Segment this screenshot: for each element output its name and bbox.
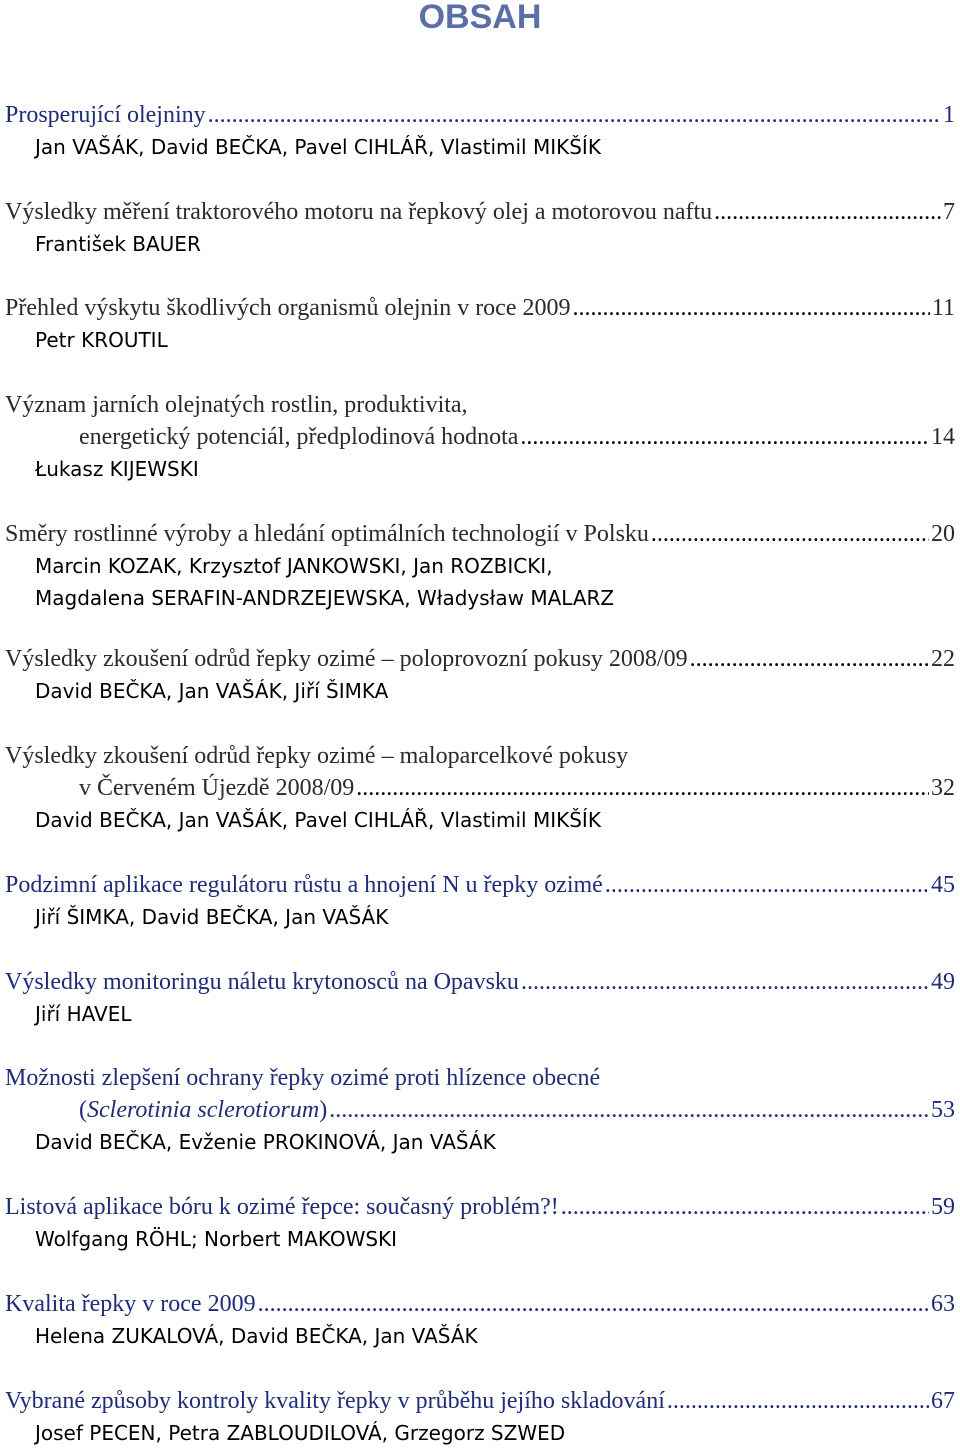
dot-leader [690, 643, 929, 675]
toc-entry-10[interactable] [5, 1062, 955, 1158]
toc-entry-title-line [5, 518, 955, 550]
toc-entry-title-line [5, 421, 955, 453]
toc-page-number: 53 [931, 1097, 955, 1123]
toc-entry-title-line [5, 966, 955, 998]
toc-entry-2[interactable] [5, 196, 955, 260]
toc-authors: Wolfgang RÖHL; Norbert MAKOWSKI [35, 1227, 398, 1251]
toc-entry-title-continued [79, 1094, 327, 1126]
toc-entry-title-line [5, 1288, 955, 1320]
toc-entry-title: Výsledky měření traktorového motoru na řepkový olej a motorovou naftu [5, 199, 713, 225]
toc-entry-12[interactable] [5, 1288, 955, 1352]
dot-leader [573, 292, 930, 324]
toc-entry-11[interactable] [5, 1191, 955, 1255]
toc-page-number: 11 [931, 295, 955, 321]
toc-page-number: 59 [931, 1194, 955, 1220]
toc-entry-title-line [5, 869, 955, 901]
toc-authors: Magdalena SERAFIN-ANDRZEJEWSKA, Władysław MALARZ [35, 586, 615, 610]
toc-entry-7[interactable] [5, 740, 955, 836]
toc-page-number: 45 [931, 872, 955, 898]
toc-page-number: 14 [931, 424, 955, 450]
toc-entry-13[interactable] [5, 1385, 955, 1449]
toc-entry-title: Vybrané způsoby kontroly kvality řepky v průběhu jejího skladování [5, 1388, 665, 1414]
toc-entry-title-line [5, 1094, 955, 1126]
toc-entry-title: Výsledky zkoušení odrůd řepky ozimé – poloprovozní pokusy 2008/09 [5, 646, 688, 672]
toc-entry-title: Listová aplikace bóru k ozimé řepce: současný problém?! [5, 1194, 559, 1220]
toc-entry-title-line [5, 740, 955, 772]
page-title: OBSAH [418, 0, 542, 36]
toc-entry-title-line [5, 99, 955, 131]
dot-leader [329, 1094, 929, 1126]
dot-leader [651, 518, 929, 550]
toc-entry-title-continued: energetický potenciál, předplodinová hodnota [79, 424, 519, 450]
toc-entry-title: Možnosti zlepšení ochrany řepky ozimé proti hlízence obecné [5, 1065, 601, 1091]
toc-entry-5[interactable] [5, 518, 955, 614]
dot-leader [605, 869, 929, 901]
dot-leader [714, 196, 941, 228]
toc-entry-title: Přehled výskytu škodlivých organismů olejnin v roce 2009 [5, 295, 571, 321]
toc-entry-title: Podzimní aplikace regulátoru růstu a hnojení N u řepky ozimé [5, 872, 603, 898]
toc-authors: Łukasz KIJEWSKI [35, 457, 199, 481]
toc-entry-title: Kvalita řepky v roce 2009 [5, 1291, 256, 1317]
dot-leader [521, 966, 929, 998]
toc-entry-9[interactable] [5, 966, 955, 1030]
toc-page-number: 67 [931, 1388, 955, 1414]
toc-authors: David BEČKA, Jan VAŠÁK, Jiří ŠIMKA [35, 679, 389, 703]
toc-authors: David BEČKA, Evženie PROKINOVÁ, Jan VAŠÁK [35, 1130, 496, 1154]
toc-entry-6[interactable] [5, 643, 955, 707]
toc-page-number: 32 [931, 775, 955, 801]
toc-page-number: 20 [931, 521, 955, 547]
toc-entry-1[interactable] [5, 99, 955, 163]
toc-authors: Petr KROUTIL [35, 328, 168, 352]
toc-entry-title: Směry rostlinné výroby a hledání optimálních technologií v Polsku [5, 521, 649, 547]
toc-authors: František BAUER [35, 232, 201, 256]
toc-entry-title: Prosperující olejniny [5, 102, 206, 128]
toc-entry-title-line [5, 389, 955, 421]
toc-authors: Jiří HAVEL [35, 1002, 132, 1026]
toc-page-number: 63 [931, 1291, 955, 1317]
dot-leader [520, 421, 929, 453]
toc-authors: Josef PECEN, Petra ZABLOUDILOVÁ, Grzegorz SZWED [35, 1421, 566, 1445]
toc-page-number: 22 [931, 646, 955, 672]
dot-leader [561, 1191, 929, 1223]
toc-authors: David BEČKA, Jan VAŠÁK, Pavel CIHLÁŘ, Vlastimil MIKŠÍK [35, 808, 601, 832]
toc-entry-title: Výsledky zkoušení odrůd řepky ozimé – maloparcelkové pokusy [5, 743, 629, 769]
paren-close: ) [319, 1097, 328, 1123]
toc-page-number: 1 [943, 102, 955, 128]
toc-entry-3[interactable] [5, 292, 955, 356]
toc-entry-title-line [5, 1191, 955, 1223]
toc-authors: Helena ZUKALOVÁ, David BEČKA, Jan VAŠÁK [35, 1324, 478, 1348]
dot-leader [208, 99, 941, 131]
dot-leader [258, 1288, 929, 1320]
toc-page-number: 49 [931, 969, 955, 995]
toc-entry-title-line [5, 1385, 955, 1417]
toc-entry-title-line [5, 292, 955, 324]
toc-entry-8[interactable] [5, 869, 955, 933]
toc-entry-title-continued: v Červeném Újezdě 2008/09 [79, 775, 355, 801]
toc-entry-4[interactable] [5, 389, 955, 485]
toc-entry-title-line [5, 772, 955, 804]
toc-authors: Jiří ŠIMKA, David BEČKA, Jan VAŠÁK [35, 905, 389, 929]
latin-name: Sclerotinia sclerotiorum [87, 1097, 320, 1123]
dot-leader [356, 772, 929, 804]
toc-page-number: 7 [943, 199, 955, 225]
toc-authors: Marcin KOZAK, Krzysztof JANKOWSKI, Jan ROZBICKI, [35, 554, 553, 578]
toc-entry-title-line [5, 1062, 955, 1094]
toc-authors: Jan VAŠÁK, David BEČKA, Pavel CIHLÁŘ, Vlastimil MIKŠÍK [35, 135, 601, 159]
toc-entry-title-line [5, 643, 955, 675]
toc-entry-title: Význam jarních olejnatých rostlin, produktivita, [5, 392, 468, 418]
toc-entry-title: Výsledky monitoringu náletu krytonosců na Opavsku [5, 969, 519, 995]
toc-entry-title-line [5, 196, 955, 228]
paren-open: ( [79, 1097, 87, 1123]
dot-leader [667, 1385, 929, 1417]
